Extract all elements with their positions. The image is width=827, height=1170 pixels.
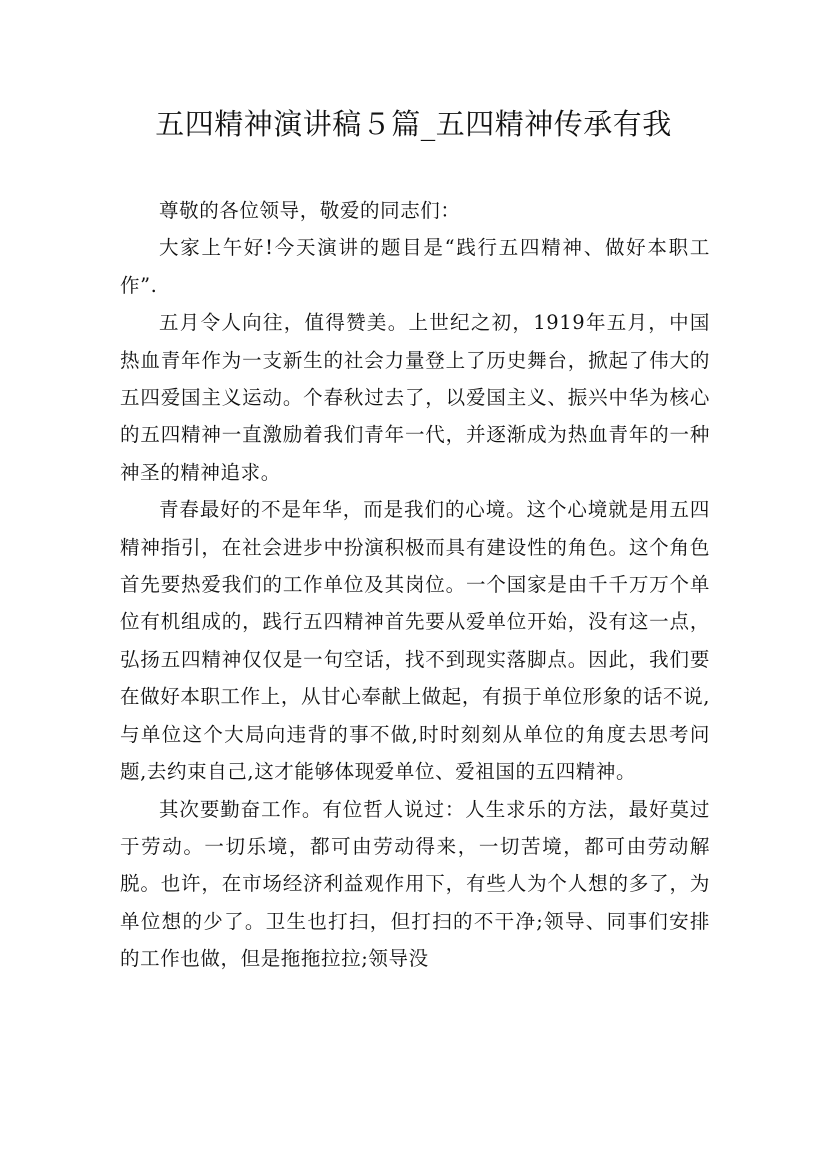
- paragraph-may-fourth: 五月令人向往，值得赞美。上世纪之初，1919年五月，中国热血青年作为一支新生的社会力量登上了历史舞台，掀起了伟大的五四爱国主义运动。个春秋过去了，以爱国主义、振兴中华为核心的五四精神一直激励着我们青年一代，并逐渐成为热血青年的一种神圣的精神追求。: [120, 311, 710, 484]
- paragraph-topic: 大家上午好!今天演讲的题目是“践行五四精神、做好本职工作”.: [120, 236, 710, 297]
- document-title: 五四精神演讲稿５篇_五四精神传承有我: [155, 107, 672, 141]
- paragraph-youth: 青春最好的不是年华，而是我们的心境。这个心境就是用五四精神指引，在社会进步中扮演积极而具有建设性的角色。这个角色首先要热爱我们的工作单位及其岗位。一个国家是由千千万万个单位有机组成的，践行五四精神首先要从爱单位开始，没有这一点，弘扬五四精神仅仅是一句空话，找不到现实落脚点。因此，我们要在做好本职工作上，从甘心奉献上做起，有损于单位形象的话不说,与单位这个大局向违背的事不做,时时刻刻从单位的角度去思考问题,去约束自己,这才能够体现爱单位、爱祖国的五四精神。: [120, 498, 710, 784]
- paragraph-greeting: 尊敬的各位领导，敬爱的同志们：: [159, 199, 461, 222]
- document-body: [120, 192, 710, 978]
- paragraph-diligence: 其次要勤奋工作。有位哲人说过：人生求乐的方法，最好莫过于劳动。一切乐境，都可由劳动得来，一切苦境，都可由劳动解脱。也许，在市场经济利益观作用下，有些人为个人想的多了，为单位想的少了。卫生也打扫，但打扫的不干净;领导、同事们安排的工作也做，但是拖拖拉拉;领导没: [120, 797, 710, 971]
